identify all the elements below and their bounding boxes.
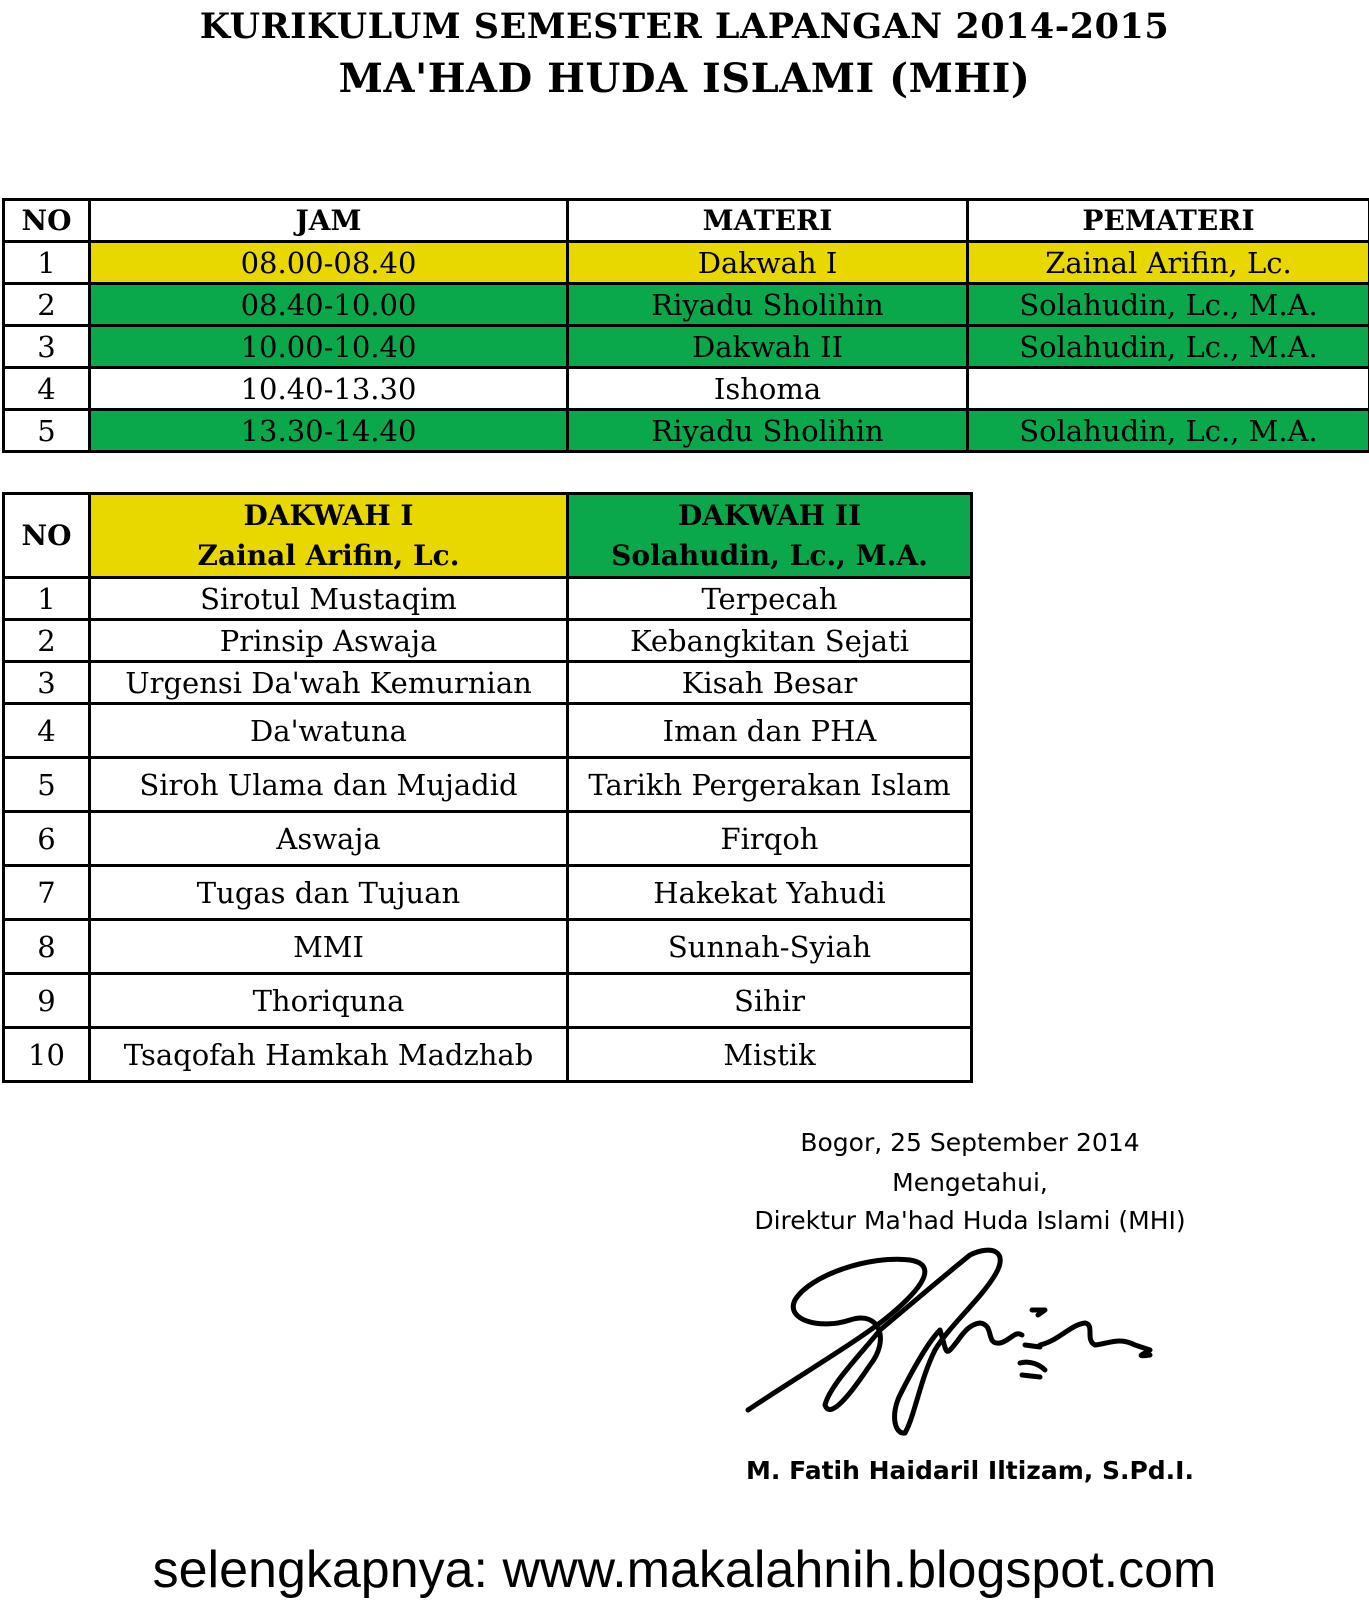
cell-dakwah-2: Hakekat Yahudi [568,866,972,920]
cell-no: 2 [4,620,90,662]
table-row [4,920,972,974]
cell-dakwah-1: Da'watuna [90,704,568,758]
cell-pemateri [968,368,1369,410]
cell-dakwah-1: Tsaqofah Hamkah Madzhab [90,1028,568,1082]
cell-no: 8 [4,920,90,974]
cell-dakwah-2: Sihir [568,974,972,1028]
signoff-position: Direktur Ma'had Huda Islami (MHI) [754,1206,1186,1235]
cell-dakwah-1: Sirotul Mustaqim [90,578,568,620]
cell-dakwah-1: Urgensi Da'wah Kemurnian [90,662,568,704]
dakwah-topics-table [2,492,973,1083]
cell-dakwah-1: Aswaja [90,812,568,866]
cell-no: 5 [4,410,90,452]
dakwah-header-row [4,494,972,578]
cell-dakwah-1: Siroh Ulama dan Mujadid [90,758,568,812]
cell-dakwah-2: Iman dan PHA [568,704,972,758]
footer-source-link[interactable]: selengkapnya: www.makalahnih.blogspot.com [152,1541,1217,1599]
table-row [4,662,972,704]
cell-dakwah-1: Tugas dan Tujuan [90,866,568,920]
cell-dakwah-2: Kisah Besar [568,662,972,704]
cell-no: 6 [4,812,90,866]
header-no: NO [4,200,90,242]
dakwah-2-teacher: Solahudin, Lc., M.A. [611,538,928,572]
table-row [4,1028,972,1082]
table-row [4,284,1369,326]
cell-no: 1 [4,578,90,620]
cell-pemateri: Solahudin, Lc., M.A. [968,410,1369,452]
signoff-place-date: Bogor, 25 September 2014 [800,1128,1140,1157]
cell-materi: Riyadu Sholihin [568,284,968,326]
cell-materi: Dakwah II [568,326,968,368]
table-row [4,242,1369,284]
table-row [4,620,972,662]
header-jam: JAM [90,200,568,242]
cell-no: 4 [4,704,90,758]
table-row [4,974,972,1028]
table-row [4,578,972,620]
cell-no: 4 [4,368,90,410]
cell-materi: Ishoma [568,368,968,410]
header-pemateri: PEMATERI [968,200,1369,242]
schedule-table [2,198,1369,453]
cell-dakwah-2: Terpecah [568,578,972,620]
table-row [4,368,1369,410]
schedule-header-row [4,200,1369,242]
cell-no: 3 [4,662,90,704]
cell-jam: 13.30-14.40 [90,410,568,452]
cell-no: 2 [4,284,90,326]
cell-dakwah-1: Prinsip Aswaja [90,620,568,662]
header-no: NO [4,494,90,578]
cell-no: 7 [4,866,90,920]
cell-no: 9 [4,974,90,1028]
signoff-acknowledged: Mengetahui, [892,1168,1048,1197]
cell-jam: 08.00-08.40 [90,242,568,284]
cell-materi: Dakwah I [568,242,968,284]
cell-dakwah-1: MMI [90,920,568,974]
dakwah-1-title: DAKWAH I [243,498,414,532]
header-dakwah-1 [90,494,568,578]
cell-no: 10 [4,1028,90,1082]
header-materi: MATERI [568,200,968,242]
cell-materi: Riyadu Sholihin [568,410,968,452]
cell-dakwah-2: Tarikh Pergerakan Islam [568,758,972,812]
signoff-name: M. Fatih Haidaril Iltizam, S.Pd.I. [746,1456,1194,1485]
cell-dakwah-2: Firqoh [568,812,972,866]
cell-dakwah-2: Mistik [568,1028,972,1082]
cell-pemateri: Zainal Arifin, Lc. [968,242,1369,284]
cell-pemateri: Solahudin, Lc., M.A. [968,326,1369,368]
institution-title: MA'HAD HUDA ISLAMI (MHI) [338,55,1031,102]
table-row [4,326,1369,368]
cell-jam: 10.40-13.30 [90,368,568,410]
cell-no: 3 [4,326,90,368]
table-row [4,812,972,866]
dakwah-2-title: DAKWAH II [677,498,862,532]
table-row [4,758,972,812]
document-title: KURIKULUM SEMESTER LAPANGAN 2014-2015 [199,6,1170,47]
table-row [4,866,972,920]
cell-jam: 10.00-10.40 [90,326,568,368]
cell-pemateri: Solahudin, Lc., M.A. [968,284,1369,326]
cell-dakwah-2: Sunnah-Syiah [568,920,972,974]
cell-jam: 08.40-10.00 [90,284,568,326]
table-row [4,410,1369,452]
cell-dakwah-1: Thoriquna [90,974,568,1028]
cell-no: 5 [4,758,90,812]
table-row [4,704,972,758]
cell-no: 1 [4,242,90,284]
header-dakwah-2 [568,494,972,578]
handwritten-signature [740,1245,1180,1445]
dakwah-1-teacher: Zainal Arifin, Lc. [197,538,460,572]
cell-dakwah-2: Kebangkitan Sejati [568,620,972,662]
